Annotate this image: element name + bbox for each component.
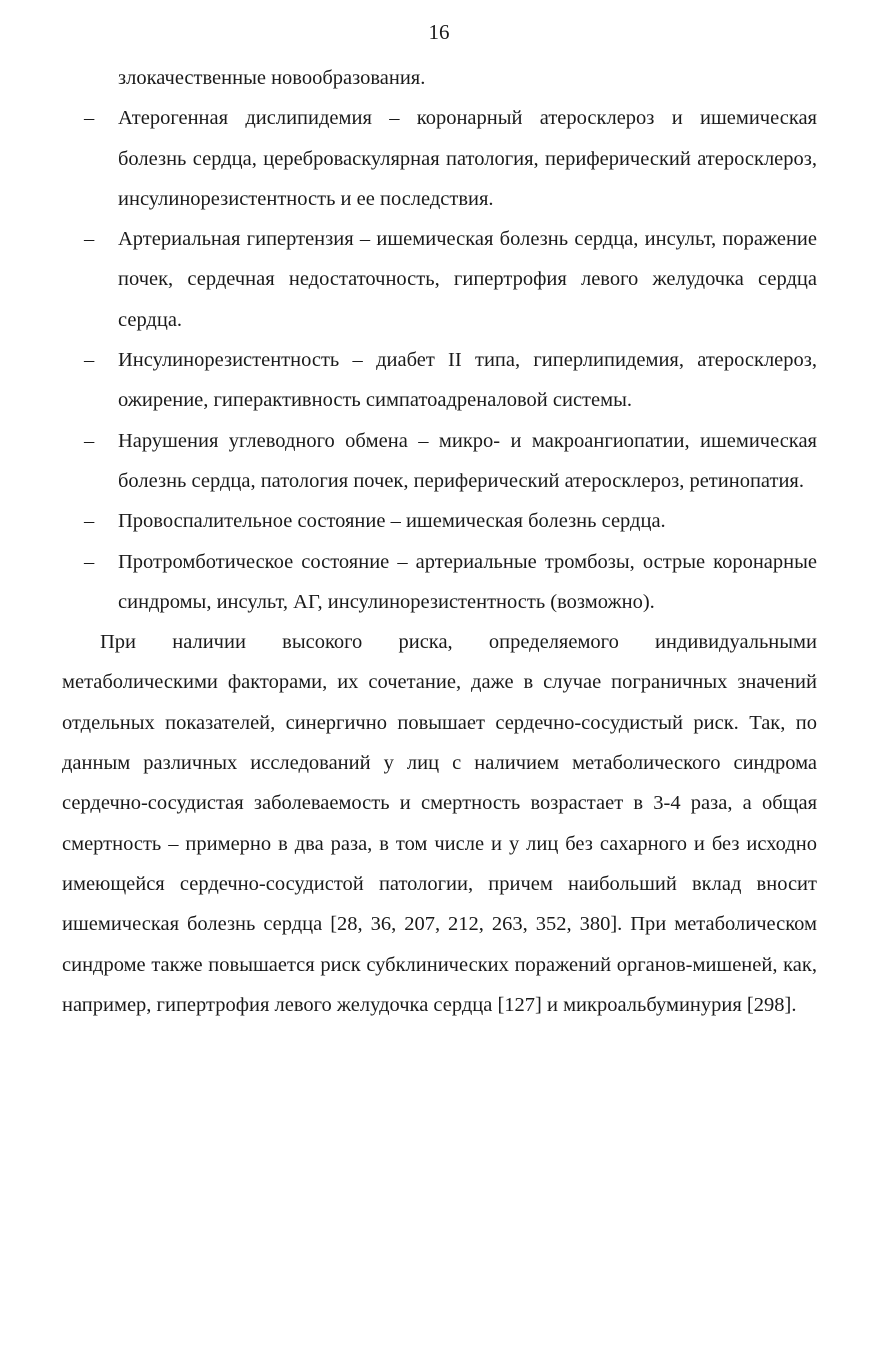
- page-number: 16: [428, 20, 450, 44]
- list-item-text: Артериальная гипертензия – ишемическая болезнь сердца, инсульт, поражение почек, сердечная недостаточность, гипертрофия левого желудочка сердца сердца.: [118, 228, 817, 331]
- dash-marker: –: [84, 550, 95, 573]
- dash-marker: –: [84, 429, 95, 452]
- list-item-text: Инсулинорезистентность – диабет II типа, гиперлипидемия, атеросклероз, ожирение, гиперактивность симпатоадреналовой системы.: [118, 349, 817, 412]
- list-item: [62, 501, 817, 541]
- body-paragraph: При наличии высокого риска, определяемого индивидуальными метаболическими факторами, их сочетание, даже в случае пограничных значений отдельных показателей, синергично повышает сердечно-сосудистый риск. Так, по данным различных исследований у лиц с наличием метаболического синдрома сердечно-сосудистая заболеваемость и смертность возрастает в 3-4 раза, а общая смертность – примерно в два раза, в том числе и у лиц без сахарного и без исходно имеющейся сердечно-сосудистой патологии, причем наибольший вклад вносит ишемическая болезнь сердца [28, 36, 207, 212, 263, 352, 380]. При метаболическом синдроме также повышается риск субклинических поражений органов-мишеней, как, например, гипертрофия левого желудочка сердца [127] и микроальбуминурия [298].: [62, 631, 817, 1016]
- list-item: [62, 219, 817, 340]
- list-item-text: Протромботическое состояние – артериальные тромбозы, острые коронарные синдромы, инсульт, АГ, инсулинорезистентность (возможно).: [118, 550, 817, 613]
- consequences-list: [62, 98, 817, 622]
- dash-marker: –: [84, 510, 95, 533]
- dash-marker: –: [84, 349, 95, 372]
- list-item-text: Провоспалительное состояние – ишемическая болезнь сердца.: [118, 510, 666, 533]
- continuation-text: злокачественные новообразования.: [118, 67, 426, 89]
- list-item: [62, 421, 817, 502]
- dash-marker: –: [84, 228, 95, 251]
- page-body: [62, 58, 817, 1025]
- list-item-text: Атерогенная дислипидемия – коронарный атеросклероз и ишемическая болезнь сердца, цереброваскулярная патология, периферический атеросклероз, инсулинорезистентность и ее последствия.: [118, 107, 817, 210]
- list-item-text: Нарушения углеводного обмена – микро- и макроангиопатии, ишемическая болезнь сердца, патология почек, периферический атеросклероз, ретинопатия.: [118, 429, 817, 492]
- list-item: [62, 340, 817, 421]
- dash-marker: –: [84, 107, 95, 130]
- list-item: [62, 542, 817, 623]
- list-item: [62, 98, 817, 219]
